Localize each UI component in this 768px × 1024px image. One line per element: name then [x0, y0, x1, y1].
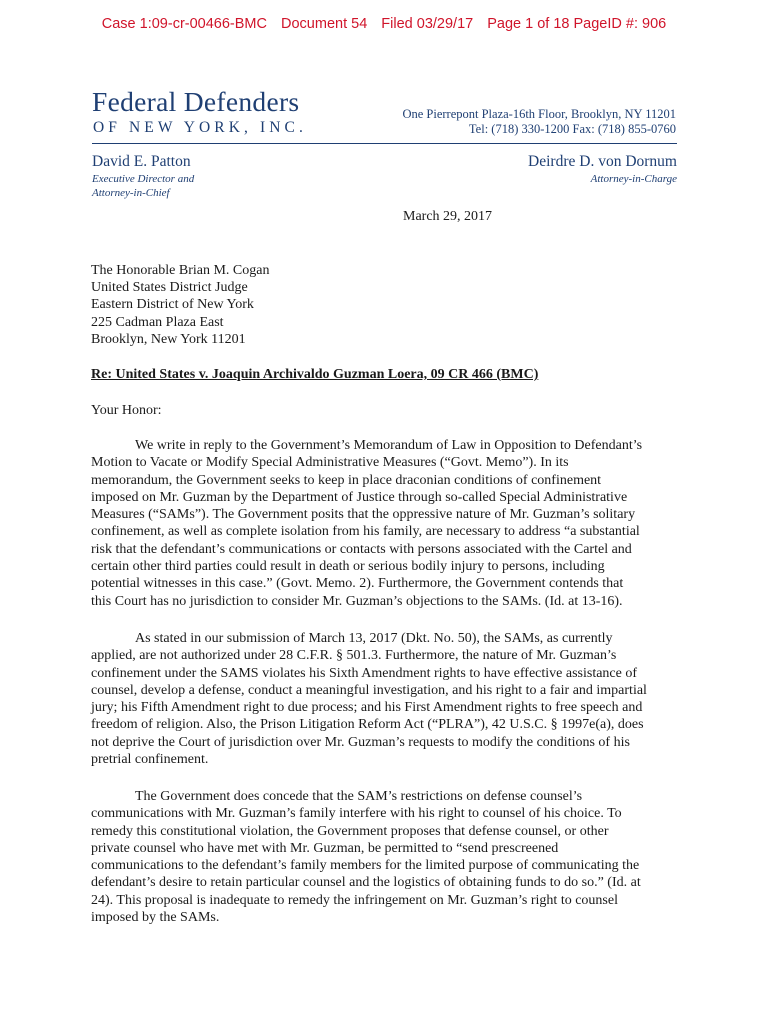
paragraph-line: communications with Mr. Guzman’s family interfere with his right to counsel of his choice. To	[91, 806, 622, 822]
addressee-line: Brooklyn, New York 11201	[91, 331, 246, 347]
paragraph-line: imposed by the SAMs.	[91, 910, 220, 926]
addressee-line: United States District Judge	[91, 280, 248, 296]
case-header	[0, 16, 768, 32]
org-logo-subtitle: OF NEW YORK, INC.	[93, 119, 307, 136]
letterhead-divider	[92, 143, 677, 144]
paragraph-1	[91, 437, 677, 610]
org-phone-fax: Tel: (718) 330-1200 Fax: (718) 855-0760	[468, 122, 676, 136]
left-signer-title-line1: Executive Director and	[92, 173, 195, 185]
paragraph-line: Motion to Vacate or Modify Special Administrative Measures (“Govt. Memo”). In its	[91, 455, 569, 471]
right-signer-title: Attorney-in-Charge	[590, 173, 677, 185]
paragraph-line: this Court has no jurisdiction to consider Mr. Guzman’s objections to the SAMs. (Id. at 13-16).	[91, 593, 623, 609]
paragraph-line: As stated in our submission of March 13, 2017 (Dkt. No. 50), the SAMs, as currently	[135, 631, 613, 646]
paragraph-line: imposed on Mr. Guzman by the Department of Justice through so-called Special Administrative	[91, 489, 628, 505]
paragraph-line: freedom of religion. Also, the Prison Litigation Reform Act (“PLRA”), 42 U.S.C. § 1997e(a), does	[91, 717, 644, 733]
paragraph-line: memorandum, the Government seeks to keep in place draconian conditions of confinement	[91, 472, 602, 488]
paragraph-3	[91, 788, 677, 926]
paragraph-line: pretrial confinement.	[91, 752, 209, 768]
paragraph-line: certain other third parties could result in death or serious bodily injury to persons, including	[91, 559, 605, 575]
paragraph-line: risk that the defendant’s communications or contacts with persons associated with the Cartel and	[91, 541, 632, 557]
org-address: One Pierrepont Plaza-16th Floor, Brooklyn, NY 11201	[402, 107, 676, 121]
re-line: Re: United States v. Joaquin Archivaldo Guzman Loera, 09 CR 466 (BMC)	[91, 367, 539, 382]
left-signer-title	[92, 172, 194, 200]
paragraph-line: confinement, as well as complete isolation from his family, are necessary to address “a substantial	[91, 524, 640, 540]
addressee-block	[91, 262, 269, 348]
paragraph-line: remedy this constitutional violation, the Government proposes that defense counsel, or other	[91, 823, 609, 839]
paragraph-line: communications to the defendant’s family members for the limited purpose of communicating the	[91, 858, 640, 874]
paragraph-line: Measures (“SAMs”). The Government posits that the oppressive nature of Mr. Guzman’s solitary	[91, 507, 636, 523]
left-signer-name: David E. Patton	[92, 153, 191, 170]
paragraph-line: We write in reply to the Government’s Memorandum of Law in Opposition to Defendant’s	[135, 438, 643, 453]
paragraph-line: not deprive the Court of jurisdiction over Mr. Guzman’s requests to modify the conditions of his	[91, 734, 630, 750]
paragraph-line: jury; his Fifth Amendment right to due process; and his First Amendment rights to free speech and	[91, 700, 643, 716]
paragraph-line: The Government does concede that the SAM’s restrictions on defense counsel’s	[135, 789, 583, 804]
org-logo-name: Federal Defenders	[92, 86, 300, 117]
salutation: Your Honor:	[91, 403, 162, 418]
paragraph-line: confinement under the SAMS violates his Sixth Amendment rights to have effective assistance of	[91, 665, 638, 681]
paragraph-line: private counsel who have met with Mr. Guzman, be permitted to “send prescreened	[91, 840, 559, 856]
addressee-line: Eastern District of New York	[91, 297, 254, 313]
filed-date: Filed 03/29/17	[381, 16, 474, 32]
paragraph-line: potential witnesses in this case.” (Govt. Memo. 2). Furthermore, the Government contends that	[91, 576, 624, 592]
paragraph-2	[91, 630, 677, 768]
right-signer-name: Deirdre D. von Dornum	[528, 153, 677, 170]
page-id: Page 1 of 18 PageID #: 906	[487, 16, 667, 32]
document-number: Document 54	[281, 16, 368, 32]
paragraph-line: applied, are not authorized under 28 C.F.R. § 501.3. Furthermore, the nature of Mr. Guzman’s	[91, 648, 617, 664]
letter-date: March 29, 2017	[403, 209, 493, 224]
paragraph-line: defendant’s desire to retain particular counsel and the logistics of obtaining funds to do so.” (Id. at	[91, 875, 641, 891]
addressee-line: The Honorable Brian M. Cogan	[91, 263, 270, 278]
case-number: Case 1:09-cr-00466-BMC	[101, 16, 267, 32]
addressee-line: 225 Cadman Plaza East	[91, 314, 224, 330]
paragraph-line: counsel, develop a defense, conduct a meaningful investigation, and his right to a fair and impartial	[91, 682, 647, 698]
paragraph-line: 24). This proposal is inadequate to remedy the infringement on Mr. Guzman’s right to counsel	[91, 892, 618, 908]
left-signer-title-line2: Attorney-in-Chief	[92, 187, 170, 199]
